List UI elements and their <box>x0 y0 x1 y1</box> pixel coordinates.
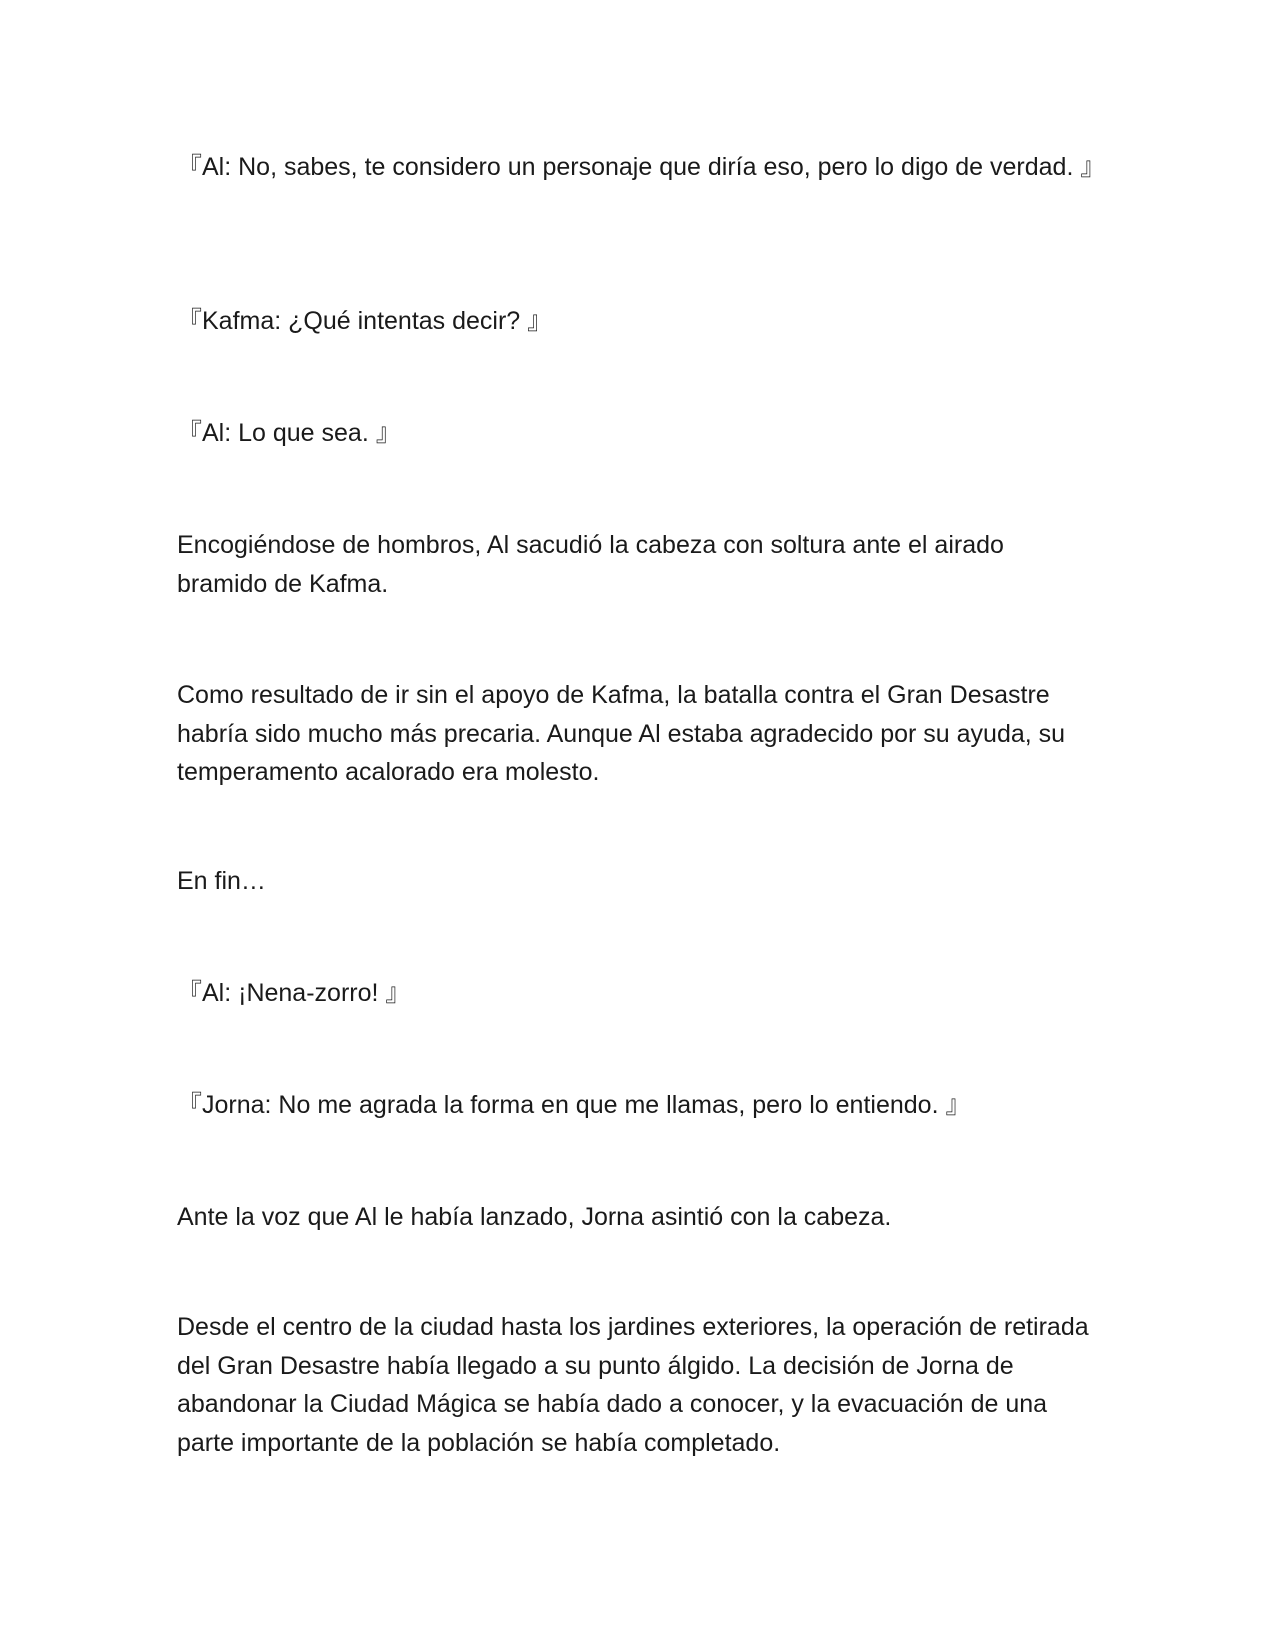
dialogue-al-1: 『Al: No, sabes, te considero un personaje que diría eso, pero lo digo de verdad. 』 <box>177 153 1106 181</box>
narration-paragraph: En fin… <box>177 867 266 895</box>
narration-paragraph: Encogiéndose de hombros, Al sacudió la cabeza con soltura ante el airado bramido de Kafma. <box>177 531 1004 598</box>
dialogue-jorna: 『Jorna: No me agrada la forma en que me llamas, pero lo entiendo. 』 <box>177 1091 971 1119</box>
narration-paragraph: Desde el centro de la ciudad hasta los jardines exteriores, la operación de retirada del Gran Desastre había llegado a su punto álgido. La decisión de Jorna de abandonar la Ciudad Mágica se había dado a conocer, y la evacuación de una parte importante de la población se había completado. <box>177 1313 1089 1457</box>
dialogue-al-2: 『Al: Lo que sea. 』 <box>177 419 401 447</box>
narration-paragraph: Como resultado de ir sin el apoyo de Kafma, la batalla contra el Gran Desastre habría sido mucho más precaria. Aunque Al estaba agradecido por su ayuda, su temperamento acalorado era molesto. <box>177 681 1066 786</box>
narration-paragraph: Ante la voz que Al le había lanzado, Jorna asintió con la cabeza. <box>177 1203 892 1231</box>
dialogue-al-3: 『Al: ¡Nena-zorro! 』 <box>177 979 411 1007</box>
dialogue-kafma: 『Kafma: ¿Qué intentas decir? 』 <box>177 307 553 335</box>
